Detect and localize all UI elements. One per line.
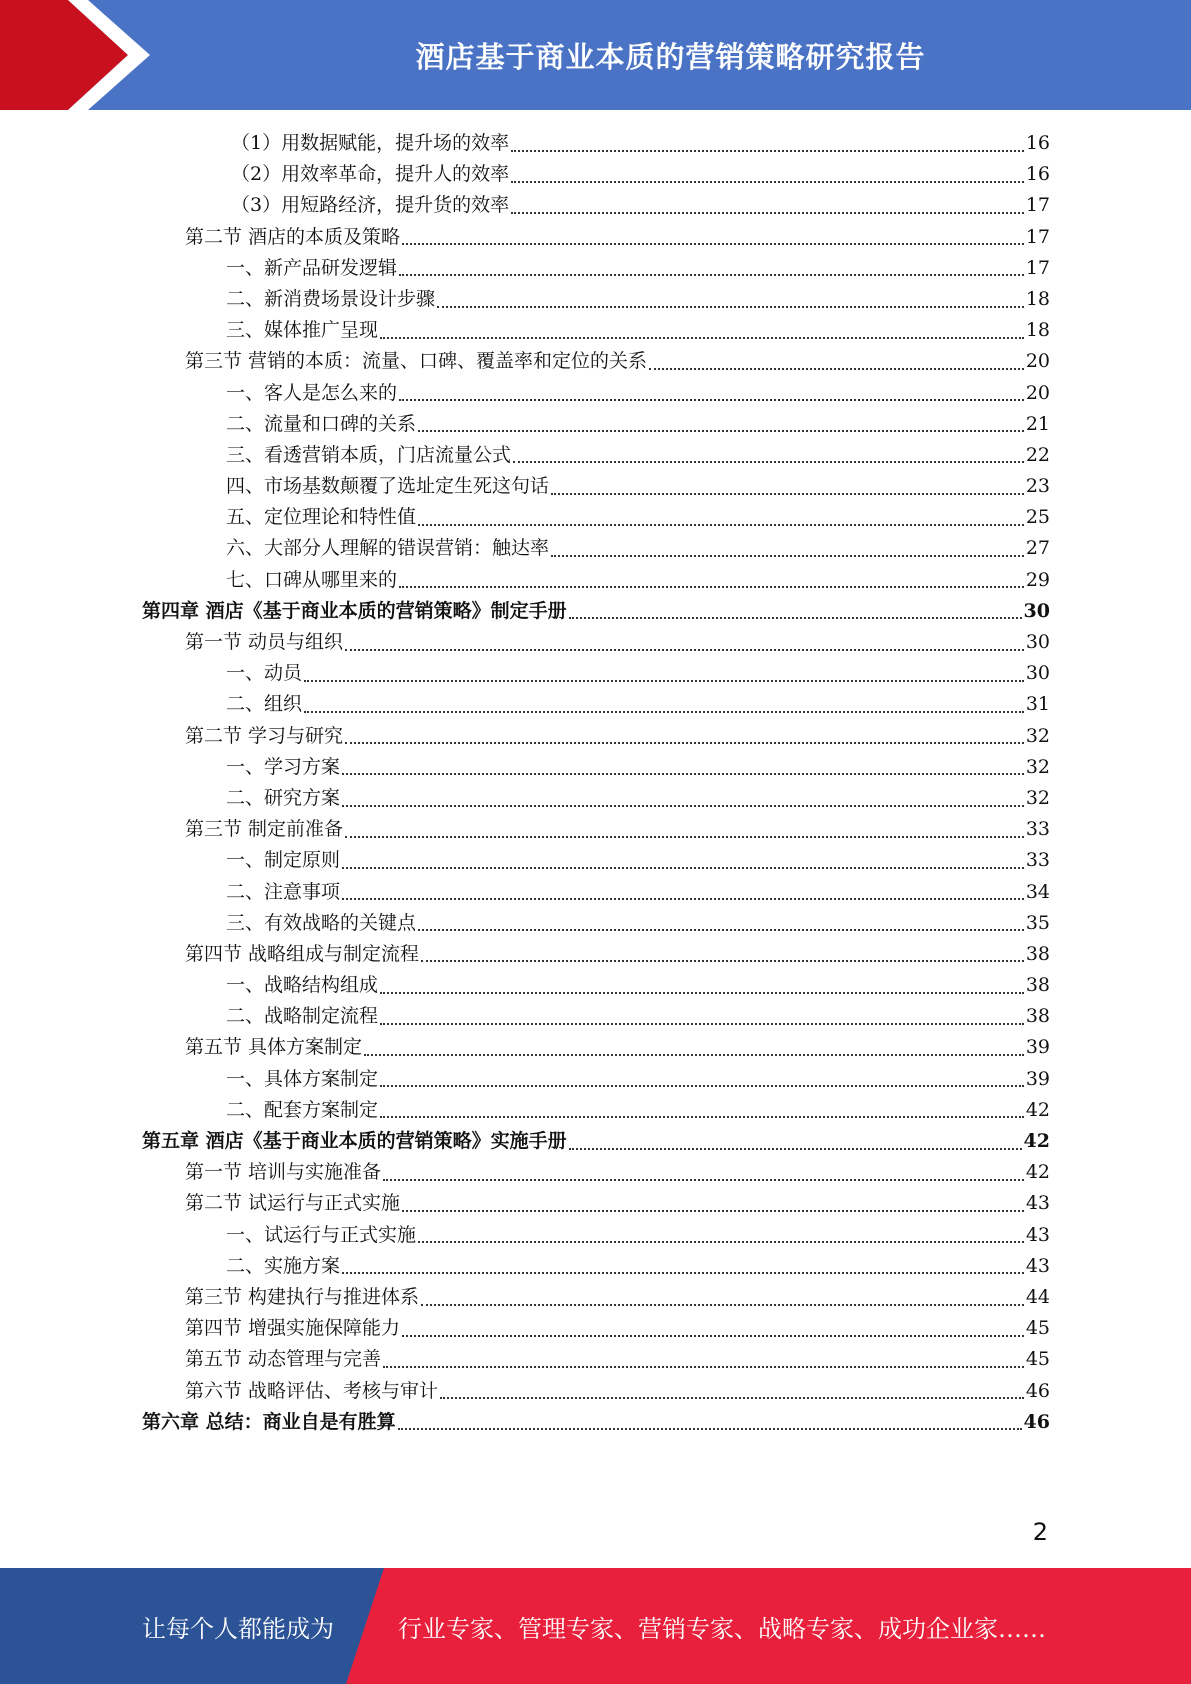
toc-entry-label: （1）用数据赋能，提升场的效率 [231,132,510,154]
toc-dot-leader [402,1335,1024,1337]
toc-entry-page: 38 [1025,942,1050,965]
toc-entry-label: 第五节 动态管理与完善 [185,1348,382,1371]
toc-dot-leader [402,243,1024,245]
page-header [0,0,1191,110]
toc-dot-leader [569,617,1022,619]
toc-entry-chapter[interactable] [140,596,1050,627]
toc-entry-page: 25 [1025,506,1050,529]
toc-entry-label: （2）用效率革命，提升人的效率 [231,163,510,186]
toc-entry-label: 二、组织 [226,693,303,716]
toc-dot-leader [551,555,1024,557]
toc-dot-leader [342,773,1024,775]
toc-entry-page: 35 [1025,911,1050,934]
toc-dot-leader [649,368,1024,370]
toc-entry-item[interactable] [140,565,1050,596]
toc-entry-page: 29 [1025,568,1050,591]
toc-dot-leader [345,836,1024,838]
toc-dot-leader [345,649,1024,651]
toc-entry-item[interactable] [140,689,1050,720]
toc-entry-label: 第二节 酒店的本质及策略 [185,225,401,248]
toc-entry-label: 一、新产品研发逻辑 [226,256,398,279]
toc-entry-label: （3）用短路经济，提升货的效率 [231,194,510,217]
toc-entry-page: 18 [1025,319,1050,342]
toc-entry-page: 45 [1025,1348,1050,1371]
toc-entry-label: 一、学习方案 [226,755,341,778]
toc-entry-page: 17 [1025,194,1050,217]
toc-entry-label: 一、战略结构组成 [226,974,379,997]
toc-entry-page: 30 [1025,662,1050,685]
toc-dot-leader [399,586,1024,588]
toc-dot-leader [304,711,1024,713]
toc-entry-label: 第三节 营销的本质：流量、口碑、覆盖率和定位的关系 [185,350,648,373]
toc-entry-page: 39 [1025,1036,1050,1059]
toc-entry-label: 四、市场基数颠覆了选址定生死这句话 [226,475,550,498]
toc-entry-page: 42 [1025,1161,1050,1184]
toc-dot-leader [399,274,1024,276]
toc-entry-label: 一、试运行与正式实施 [226,1223,417,1246]
toc-entry-label: 二、流量和口碑的关系 [226,412,417,435]
toc-entry-page: 34 [1025,880,1050,903]
toc-dot-leader [399,399,1024,401]
toc-entry-page: 16 [1025,163,1050,186]
toc-entry-item[interactable] [140,877,1050,908]
toc-entry-chapter[interactable] [140,1126,1050,1157]
toc-dot-leader [364,1054,1024,1056]
toc-entry-section[interactable] [140,1344,1050,1375]
toc-entry-page: 18 [1025,287,1050,310]
toc-dot-leader [569,1148,1022,1150]
toc-entry-chapter[interactable] [140,1407,1050,1438]
toc-entry-label: 第四节 增强实施保障能力 [185,1317,401,1340]
toc-entry-item[interactable] [140,409,1050,440]
toc-entry-label: 第六章 总结：商业自是有胜算 [142,1410,396,1433]
toc-entry-label: 六、大部分人理解的错误营销：触达率 [226,537,550,560]
toc-dot-leader [513,461,1024,463]
toc-entry-section[interactable] [140,346,1050,377]
toc-entry-label: 二、研究方案 [226,786,341,809]
toc-entry-item[interactable] [140,1251,1050,1282]
toc-entry-section[interactable] [140,1282,1050,1313]
toc-dot-leader [342,867,1024,869]
toc-entry-section[interactable] [140,1313,1050,1344]
toc-entry-item[interactable] [140,502,1050,533]
toc-entry-item[interactable] [140,845,1050,876]
toc-entry-item[interactable] [140,253,1050,284]
toc-entry-section[interactable] [140,1157,1050,1188]
toc-entry-label: 第三节 制定前准备 [185,818,344,841]
toc-entry-page: 45 [1025,1317,1050,1340]
toc-entry-label: 第五节 具体方案制定 [185,1036,363,1059]
toc-entry-label: 五、定位理论和特性值 [226,506,417,529]
toc-entry-page: 20 [1025,381,1050,404]
toc-entry-item[interactable] [140,1095,1050,1126]
toc-entry-section[interactable] [140,1032,1050,1063]
toc-entry-page: 38 [1025,974,1050,997]
toc-entry-page: 17 [1025,256,1050,279]
toc-entry-page: 31 [1025,693,1050,716]
toc-dot-leader [418,430,1024,432]
footer-slogan-right: 行业专家、管理专家、营销专家、战略专家、成功企业家…… [398,1614,1046,1643]
toc-entry-section[interactable] [140,814,1050,845]
toc-entry-item[interactable] [140,533,1050,564]
toc-entry-label: 第二节 学习与研究 [185,724,344,747]
toc-entry-sub[interactable] [140,159,1050,190]
toc-entry-page: 32 [1025,755,1050,778]
toc-entry-page: 32 [1025,724,1050,747]
toc-dot-leader [380,337,1024,339]
toc-entry-page: 30 [1025,631,1050,653]
toc-dot-leader [440,1397,1024,1399]
toc-entry-item[interactable] [140,783,1050,814]
toc-dot-leader [342,805,1024,807]
toc-entry-section[interactable] [140,1376,1050,1407]
toc-entry-label: 二、战略制定流程 [226,1005,379,1028]
toc-entry-page: 22 [1025,443,1050,466]
toc-entry-section[interactable] [140,721,1050,752]
toc-dot-leader [511,212,1024,214]
toc-entry-item[interactable] [140,284,1050,315]
toc-entry-page: 38 [1025,1005,1050,1028]
toc-dot-leader [511,150,1024,152]
toc-entry-item[interactable] [140,471,1050,502]
toc-dot-leader [418,929,1024,931]
toc-entry-label: 一、客人是怎么来的 [226,381,398,404]
toc-entry-item[interactable] [140,440,1050,471]
toc-entry-label: 一、动员 [226,662,303,685]
toc-entry-label: 一、具体方案制定 [226,1067,379,1090]
toc-entry-item[interactable] [140,970,1050,1001]
page-footer [0,1568,1191,1684]
toc-entry-page: 43 [1025,1254,1050,1277]
toc-dot-leader [380,1116,1024,1118]
toc-entry-label: 三、媒体推广呈现 [226,319,379,342]
table-of-contents [140,128,1050,1438]
toc-dot-leader [511,181,1024,183]
toc-dot-leader [437,306,1024,308]
toc-entry-label: 一、制定原则 [226,849,341,872]
toc-entry-label: 二、配套方案制定 [226,1098,379,1121]
toc-entry-section[interactable] [140,1188,1050,1219]
toc-entry-page: 33 [1025,818,1050,841]
report-title: 酒店基于商业本质的营销策略研究报告 [415,39,926,74]
toc-entry-page: 27 [1025,537,1050,560]
toc-entry-page: 20 [1025,350,1050,373]
toc-dot-leader [383,1366,1024,1368]
footer-slogan-left: 让每个人都能成为 [142,1614,334,1643]
toc-entry-page: 17 [1025,225,1050,248]
toc-entry-section[interactable] [140,627,1050,658]
toc-entry-item[interactable] [140,908,1050,939]
toc-entry-page: 46 [1023,1410,1050,1433]
toc-entry-item[interactable] [140,1001,1050,1032]
toc-dot-leader [380,1023,1024,1025]
page-number: 2 [1032,1518,1048,1546]
toc-entry-page: 43 [1025,1192,1050,1215]
toc-dot-leader [380,992,1024,994]
toc-dot-leader [398,1428,1022,1430]
toc-entry-label: 第一节 动员与组织 [185,631,344,653]
toc-entry-label: 第四章 酒店《基于商业本质的营销策略》制定手册 [142,599,567,622]
toc-dot-leader [380,1085,1024,1087]
toc-entry-item[interactable] [140,658,1050,689]
toc-entry-page: 42 [1023,1130,1050,1152]
toc-entry-page: 39 [1025,1067,1050,1090]
toc-entry-item[interactable] [140,315,1050,346]
toc-entry-page: 43 [1025,1223,1050,1246]
toc-dot-leader [402,1210,1024,1212]
toc-entry-page: 44 [1025,1285,1050,1308]
toc-dot-leader [383,1179,1024,1181]
toc-dot-leader [342,898,1024,900]
toc-entry-sub[interactable] [140,190,1050,221]
toc-entry-label: 三、有效战略的关键点 [226,911,417,934]
toc-entry-label: 第五章 酒店《基于商业本质的营销策略》实施手册 [142,1130,567,1152]
toc-entry-label: 第三节 构建执行与推进体系 [185,1285,420,1308]
toc-entry-item[interactable] [140,378,1050,409]
toc-entry-label: 第二节 试运行与正式实施 [185,1192,401,1215]
toc-entry-page: 30 [1023,599,1050,622]
toc-entry-item[interactable] [140,1220,1050,1251]
toc-entry-sub[interactable] [140,128,1050,159]
toc-entry-label: 第六节 战略评估、考核与审计 [185,1379,439,1402]
toc-entry-item[interactable] [140,752,1050,783]
toc-entry-label: 三、看透营销本质，门店流量公式 [226,443,512,466]
toc-entry-label: 二、注意事项 [226,880,341,903]
toc-entry-page: 32 [1025,786,1050,809]
toc-entry-label: 二、实施方案 [226,1254,341,1277]
toc-entry-item[interactable] [140,1064,1050,1095]
toc-dot-leader [551,493,1024,495]
toc-dot-leader [342,1272,1024,1274]
toc-entry-label: 二、新消费场景设计步骤 [226,287,436,310]
toc-entry-page: 23 [1025,475,1050,498]
toc-entry-section[interactable] [140,939,1050,970]
toc-entry-label: 第四节 战略组成与制定流程 [185,942,420,965]
toc-entry-page: 21 [1025,412,1050,435]
toc-dot-leader [304,680,1024,682]
toc-entry-page: 46 [1025,1379,1050,1402]
toc-dot-leader [421,1304,1024,1306]
toc-entry-label: 七、口碑从哪里来的 [226,568,398,591]
toc-dot-leader [345,742,1024,744]
toc-entry-page: 33 [1025,849,1050,872]
toc-entry-label: 第一节 培训与实施准备 [185,1161,382,1184]
toc-dot-leader [418,1241,1024,1243]
toc-entry-section[interactable] [140,222,1050,253]
toc-dot-leader [418,524,1024,526]
toc-dot-leader [421,960,1024,962]
toc-entry-page: 16 [1025,132,1050,154]
toc-entry-page: 42 [1025,1098,1050,1121]
